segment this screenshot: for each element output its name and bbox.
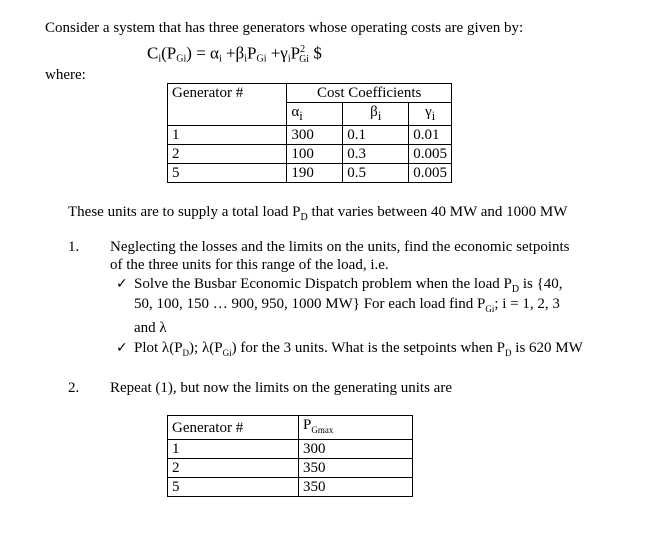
table-row: 5 350: [168, 478, 413, 497]
alpha-symbol: $\alpha_i$: [287, 103, 343, 126]
intro-text: Consider a system that has three generators whose operating costs are given by:: [45, 20, 524, 36]
table2-header-generator: Generator #: [168, 416, 299, 440]
table-row: 2 350: [168, 459, 413, 478]
check1-line2: 50, 100, 150 … 900, 950, 1000 MW} For each load find $P_{Gi}$; i = 1, 2, 3: [134, 296, 560, 314]
check1-line1: Solve the Busbar Economic Dispatch problem when the load $P_D$ is {40,: [134, 276, 563, 295]
item1-line1: Neglecting the losses and the limits on the units, find the economic setpoints: [110, 239, 570, 255]
table-row: 5 190 0.5 0.005: [168, 164, 452, 183]
supply-text: These units are to supply a total load $P_D$ that varies between 40 MW and 1000 MW: [68, 204, 568, 223]
table1-header-generator: Generator #: [168, 84, 287, 103]
check-icon: ✓: [116, 276, 128, 292]
check-icon: ✓: [116, 340, 128, 356]
table2-header-pgmax: $P_{Gmax}$: [299, 416, 413, 440]
item2-number: 2.: [68, 380, 80, 396]
table-row: 2 100 0.3 0.005: [168, 145, 452, 164]
table1-header-cost: Cost Coefficients: [287, 84, 452, 103]
check1-line3: and λ: [134, 320, 167, 336]
beta-symbol: $\beta_i$: [343, 103, 409, 126]
where-label: where:: [45, 67, 86, 83]
gamma-symbol: $\gamma_i$: [409, 103, 452, 126]
item1-line2: of the three units for this range of the load, i.e.: [110, 257, 389, 273]
item2-text: Repeat (1), but now the limits on the generating units are: [110, 380, 452, 396]
table-row: 1 300 0.1 0.01: [168, 126, 452, 145]
table-row: 1 300: [168, 440, 413, 459]
cost-coefficients-table: [167, 83, 452, 183]
check2-line: Plot $\lambda(P_D)$; $\lambda(P_{Gi})$ for the 3 units. What is the setpoints when $P_D$ is 620 MW: [134, 340, 583, 358]
item1-number: 1.: [68, 239, 80, 255]
generation-limits-table: [167, 415, 413, 497]
cost-equation: $C_i(P_{Gi}) = \alpha_i +\beta_iP_{Gi} +\gamma_iP^2_{Gi}$ $: [147, 43, 322, 65]
